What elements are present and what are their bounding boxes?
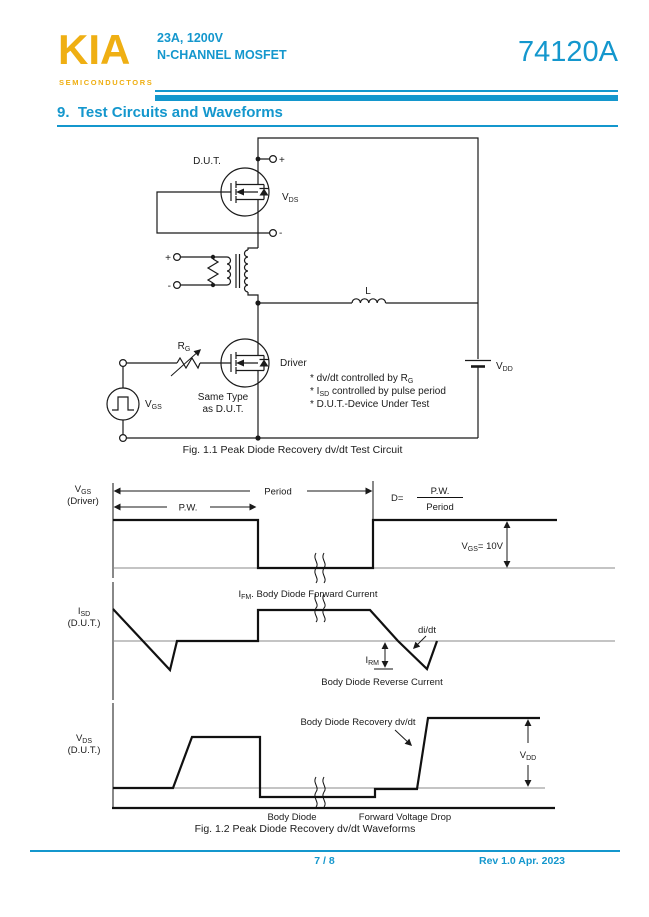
rg-label: $R_G$ — [177, 341, 191, 354]
terminal-plus-top — [270, 156, 277, 163]
brand-logo-subtext: SEMICONDUCTORS — [59, 78, 154, 87]
inductor-label: L — [365, 286, 371, 297]
vgs-axis-label: $V_{GS}$ — [74, 484, 92, 497]
footer-rule — [30, 850, 620, 852]
node-dot — [211, 283, 215, 287]
pulse-source-symbol — [107, 388, 139, 420]
figure2-caption: Fig. 1.2 Peak Diode Recovery dv/dt Waveforms — [194, 823, 416, 835]
reverse-current-label: Body Diode Reverse Current — [321, 677, 443, 688]
transformer-core — [236, 254, 240, 288]
brand-logo: KIA — [58, 26, 131, 73]
header-rule-thin — [155, 90, 618, 92]
terminal-xfmr-minus — [174, 282, 181, 289]
terminal-vgs-bottom — [120, 435, 127, 442]
part-number: 74120A — [518, 36, 618, 68]
recovery-dvdt-label: Body Diode Recovery dv/dt — [300, 717, 416, 728]
load-inductor-symbol — [352, 299, 386, 303]
isd-trace — [113, 609, 437, 670]
pw-label: P.W. — [178, 502, 198, 514]
vgs-waveform — [67, 481, 615, 583]
driver-label: Driver — [280, 358, 307, 369]
device-spec-line2: N-CHANNEL MOSFET — [157, 48, 287, 62]
duty-lhs: D= — [391, 493, 404, 504]
node-dot — [211, 255, 215, 259]
duty-cycle-formula — [391, 486, 463, 513]
driver-mosfet-symbol — [221, 339, 269, 387]
ifm-label: $I_{FM}$. Body Diode Forward Current — [238, 589, 378, 602]
node-dot — [256, 157, 261, 162]
section-title-underline — [57, 125, 618, 127]
note-isd: * $I_{SD}$ controlled by pulse period — [310, 386, 446, 399]
didt-pointer-arrow — [414, 636, 426, 648]
dut-label: D.U.T. — [193, 156, 221, 167]
body-diode-label: Body Diode — [267, 812, 317, 823]
secondary-winding — [245, 250, 249, 292]
didt-label: di/dt — [418, 625, 436, 636]
vds-axis-label: $V_{DS}$ — [75, 733, 93, 746]
forward-drop-label: Forward Voltage Drop — [358, 812, 452, 823]
header-rule-thick — [155, 95, 618, 102]
xfmr-plus-label: + — [165, 253, 171, 264]
vgs-level-label: $V_{GS}= 10V$ — [461, 541, 503, 554]
vds-label: $V_{DS}$ — [282, 192, 299, 205]
same-type-label-line2: as D.U.T. — [202, 404, 244, 415]
terminal-vgs-top — [120, 360, 127, 367]
terminal-xfmr-plus — [174, 254, 181, 261]
circuit-notes — [310, 373, 446, 410]
page-number: 7 / 8 — [314, 855, 335, 867]
duty-denominator: Period — [426, 502, 454, 513]
vds-axis-label-line2: (D.U.T.) — [67, 745, 101, 756]
vdd-span-label: $V_{DD}$ — [519, 750, 537, 763]
xfmr-minus-label: - — [167, 281, 171, 292]
vds-trace — [113, 718, 540, 797]
vgs-axis-label-line2: (Driver) — [67, 496, 99, 507]
revision-label: Rev 1.0 Apr. 2023 — [479, 855, 565, 867]
recovery-pointer-arrow — [395, 730, 411, 745]
figure1-caption: Fig. 1.1 Peak Diode Recovery dv/dt Test Circuit — [182, 444, 403, 456]
note-dut: * D.U.T.-Device Under Test — [310, 399, 430, 410]
vdd-label: $V_{DD}$ — [496, 361, 513, 374]
resistor-zigzag — [208, 259, 218, 283]
duty-numerator: P.W. — [430, 486, 450, 497]
device-spec-line1: 23A, 1200V — [157, 31, 224, 45]
dvdt-test-circuit-figure — [60, 135, 620, 453]
dut-mosfet-symbol — [221, 168, 269, 216]
primary-winding — [227, 257, 231, 285]
plus-terminal-label: + — [279, 155, 285, 166]
vgs-source-label: $V_{GS}$ — [145, 399, 162, 412]
section-title: 9. Test Circuits and Waveforms — [57, 104, 283, 121]
note-dvdt: * dv/dt controlled by $R_G$ — [310, 373, 414, 386]
time-break-symbol — [315, 777, 325, 807]
isd-axis-label: $I_{SD}$ — [77, 606, 91, 619]
node-dot — [255, 300, 260, 305]
dvdt-waveforms-figure — [55, 475, 620, 825]
isd-axis-label-line2: (D.U.T.) — [67, 618, 101, 629]
same-type-label-line1: Same Type — [197, 392, 249, 403]
terminal-minus-top — [270, 230, 277, 237]
period-label: Period — [264, 486, 292, 498]
vds-waveform — [68, 703, 555, 823]
irm-label: $I_{RM}$ — [365, 655, 379, 668]
minus-terminal-label: - — [279, 228, 283, 239]
isd-waveform — [68, 582, 615, 700]
node-dot — [255, 435, 260, 440]
battery-symbol — [465, 361, 491, 367]
